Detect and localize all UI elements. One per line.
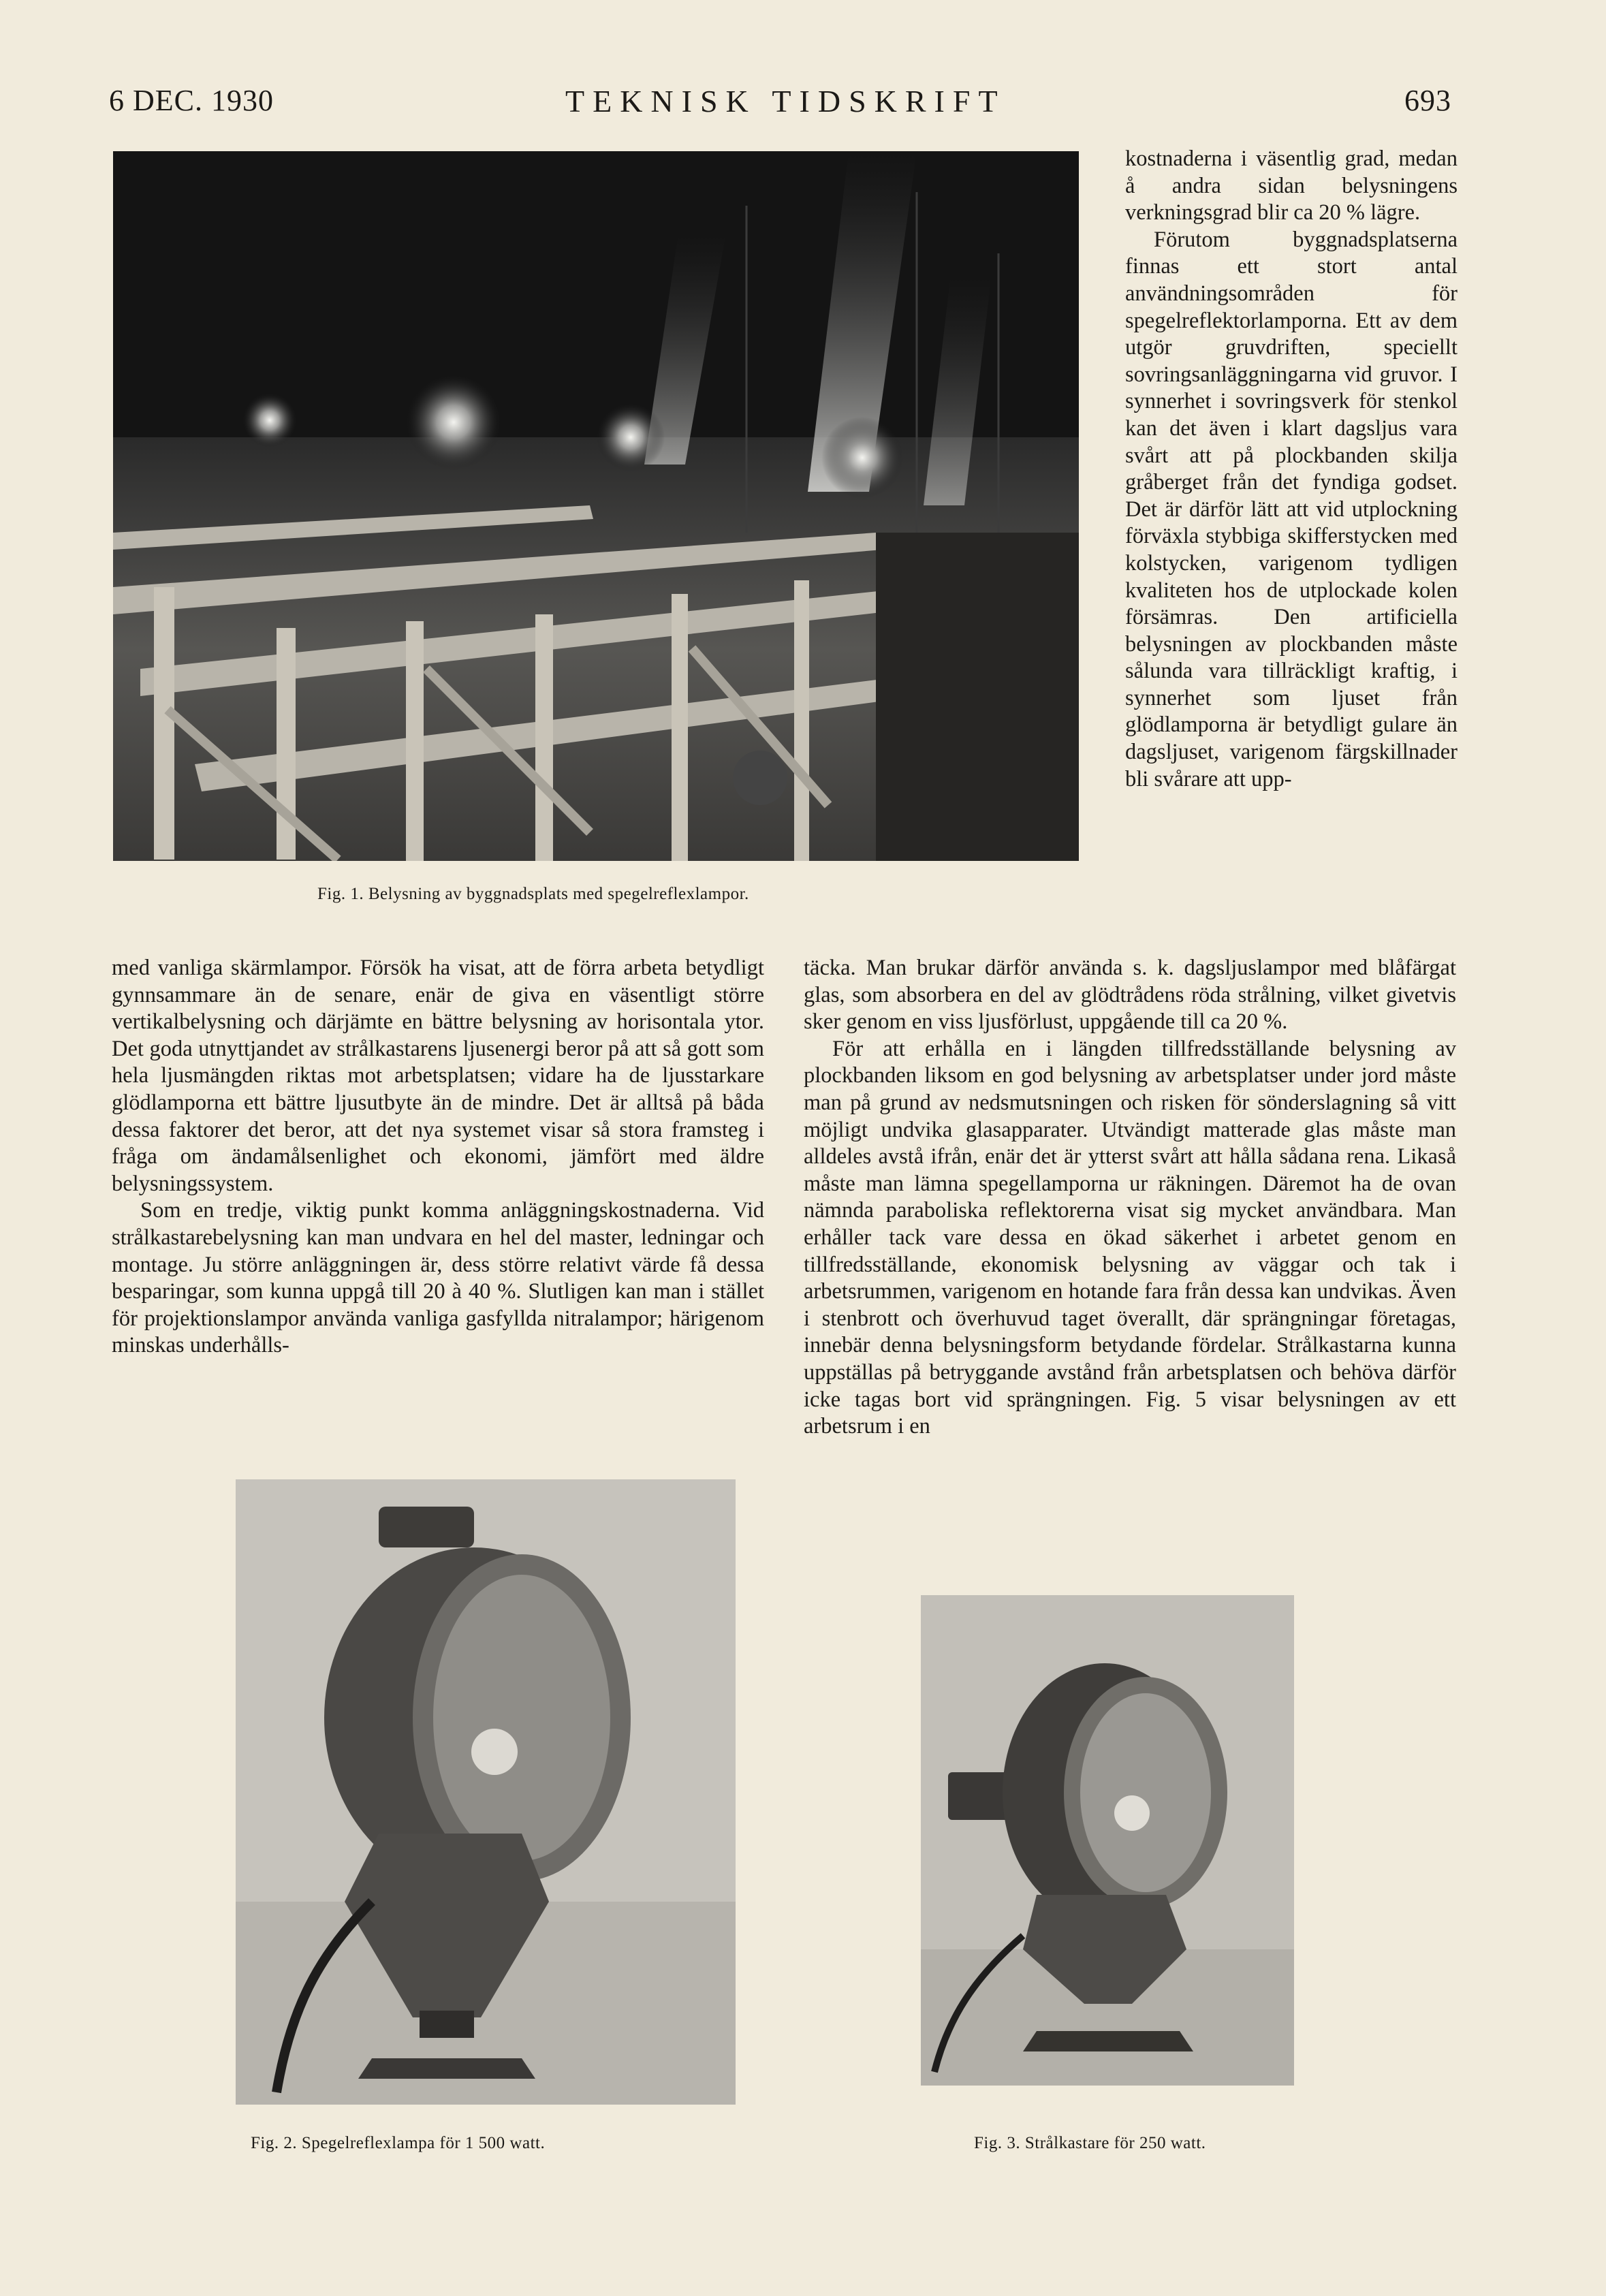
paragraph-comparison: med vanliga skärmlampor. Försök ha visat, att de förra arbeta betydligt gynnsammare än de senare, enär de giva en väsentligt större vertikalbelysning och därjämte en bättre belysning av horisontala ytor. Det goda utnyttjandet av strålkastarens ljusenergi beror på att så gott som hela ljusmängden riktas mot arbetsplatsen; vidare ha de ljusstarkare glödlamporna ett bättre ljusutbyte än de mindre. Det är alltså på båda dessa faktorer det beror, att det nya systemet visar så stora framsteg i fråga om ändamålsenlighet och ekonomi, jämfört med äldre belysningssystem. [112,956,764,1196]
figure-3-photo [921,1595,1294,2086]
paragraph-install-costs: Som en tredje, viktig punkt komma anläggningskostnaderna. Vid strålkastarebelysning kan man undvara en hel del master, ledningar och montage. Ju större anläggningen är, dess större relativt värde få dessa besparingar, som kunna uppgå till 20 à 40 %. Slutligen kan man i stället för projektionslampor använda vanliga gasfyllda nitralampor; härigenom minskas underhålls- [112,1198,764,1358]
header-journal-title: TEKNISK TIDSKRIFT [565,84,1006,119]
header-date: 6 DEC. 1930 [109,84,274,117]
paragraph-underground: För att erhålla en i längden tillfredsställande belysning av plockbanden liksom en god belysning av arbetsplatser under jord måste man på grund av nedsmutsningen och risken för sönderslagning så vitt möjligt undvika glasapparater. Utvändigt matterade glas måste man alldeles avstå ifrån, enär det är ytterst svårt att hålla sådana rena. Likaså måste man lämna spegellamporna ur räkningen. Däremot ha de ovan nämnda paraboliska reflektorerna visat sig mycket användbara. Man erhåller tack vare dessa en ökad säkerhet i arbetet genom en tillfredsställande, ekonomisk belysning av väggar och tak i arbetsrummen, varigenom en hotande fara från dessa kan undvikas. Även i stenbrott och överhuvud taget överallt, där sprängningar företagas, innebär denna belysningsform betydande fördelar. Strålkastarna kunna uppställas på betryggande avstånd från arbetsplatsen och behöva därför icke tagas bort vid sprängningen. Fig. 5 visar belysningen av ett arbetsrum i en [804,1036,1456,1439]
figure-3-caption: Fig. 3. Strålkastare för 250 watt. [974,2134,1206,2152]
figure-2-caption: Fig. 2. Spegelreflexlampa för 1 500 watt. [251,2134,546,2152]
left-column [112,955,764,1359]
paragraph-daylight-lamps: täcka. Man brukar därför använda s. k. dagsljuslampor med blåfärgat glas, som absorbera en del av glödtrådens röda strålning, vilket givetvis sker genom en viss ljusförlust, uppgående till ca 20 %. [804,956,1456,1035]
figure-2-photo [236,1479,736,2105]
right-column [804,955,1456,1441]
paragraph-mining: Förutom byggnadsplatserna finnas ett stort antal användningsområden för spegelreflektorlamporna. Ett av dem utgör gruvdriften, speciellt sovringsanläggningarna vid gruvor. I synnerhet i sovringsverk för stenkol kan det även i klart dagsljus vara svårt att på plockbanden skilja gråberget från det fyndiga godset. Det är därför lätt att vid utplockning förväxla stybbiga skifferstycken med kolstycken, varigenom tydligen kvaliteten hos de utplockade kolen försämras. Den artificiella belysningen av plockbanden måste sålunda vara tillräckligt kraftig, i synnerhet som ljuset från glödlamporna är betydligt gulare än dagsljuset, varigenom färgskillnader bli svårare att upp- [1125,227,1458,791]
header-page-number: 693 [1404,84,1451,117]
figure-1-caption: Fig. 1. Belysning av byggnadsplats med spegelreflexlampor. [317,885,749,903]
paragraph-costs: kostnaderna i väsentlig grad, medan å andra sidan belysningens verkningsgrad blir ca 20 % lägre. [1125,146,1458,225]
right-column-top [1125,146,1458,793]
figure-1-photo [113,151,1079,861]
